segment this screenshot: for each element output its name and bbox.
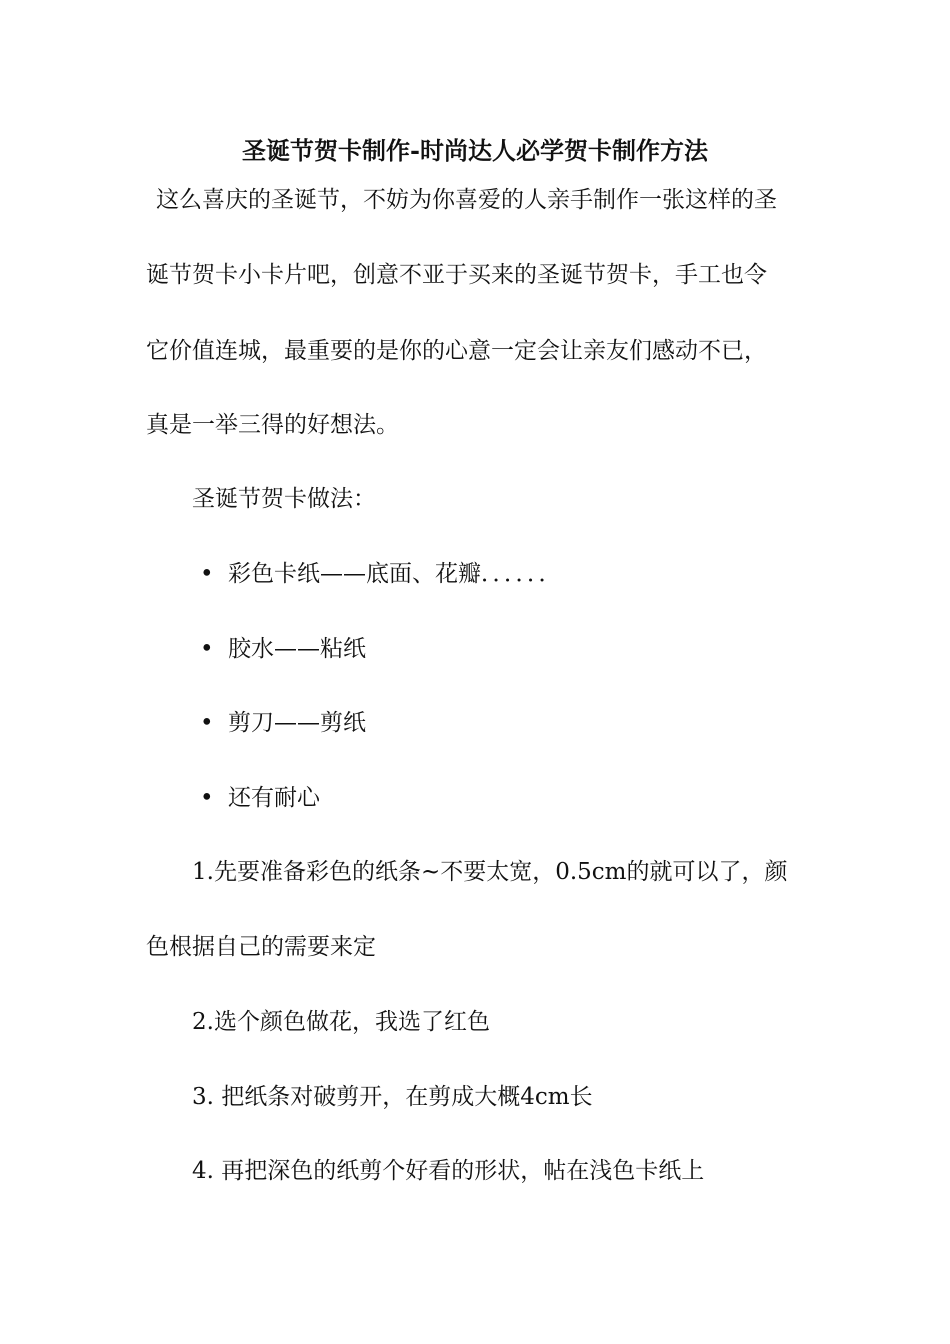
list-item-patience bbox=[200, 779, 320, 817]
step-3: 3. 把纸条对破剪开，在剪成大概4cm长 bbox=[192, 1084, 593, 1110]
list-item-scissors bbox=[200, 704, 366, 742]
list-item-text: 胶水——粘纸 bbox=[228, 636, 366, 662]
document-title: 圣诞节贺卡制作-时尚达人必学贺卡制作方法 bbox=[242, 136, 708, 165]
intro-line-1: 这么喜庆的圣诞节，不妨为你喜爱的人亲手制作一张这样的圣 bbox=[156, 187, 777, 213]
list-item-text: 彩色卡纸——底面、花瓣．．．．．． bbox=[228, 561, 562, 587]
bullet-icon: • bbox=[200, 785, 214, 811]
step-4: 4. 再把深色的纸剪个好看的形状，帖在浅色卡纸上 bbox=[192, 1158, 705, 1184]
method-heading: 圣诞节贺卡做法： bbox=[192, 486, 376, 512]
intro-line-3: 它价值连城，最重要的是你的心意一定会让亲友们感动不已， bbox=[146, 338, 767, 364]
intro-line-2: 诞节贺卡小卡片吧，创意不亚于买来的圣诞节贺卡，手工也令 bbox=[146, 262, 767, 288]
list-item-text: 还有耐心 bbox=[228, 785, 320, 811]
bullet-icon: • bbox=[200, 636, 214, 662]
intro-line-4: 真是一举三得的好想法。 bbox=[146, 412, 399, 438]
step-1-line-1: 1.先要准备彩色的纸条~不要太宽，0.5cm的就可以了，颜 bbox=[192, 859, 788, 885]
bullet-icon: • bbox=[200, 561, 214, 587]
list-item-text: 剪刀——剪纸 bbox=[228, 710, 366, 736]
bullet-icon: • bbox=[200, 710, 214, 736]
list-item-materials bbox=[200, 555, 562, 593]
step-1-line-2: 色根据自己的需要来定 bbox=[146, 934, 376, 960]
step-2: 2.选个颜色做花，我选了红色 bbox=[192, 1009, 490, 1035]
list-item-glue bbox=[200, 630, 366, 668]
